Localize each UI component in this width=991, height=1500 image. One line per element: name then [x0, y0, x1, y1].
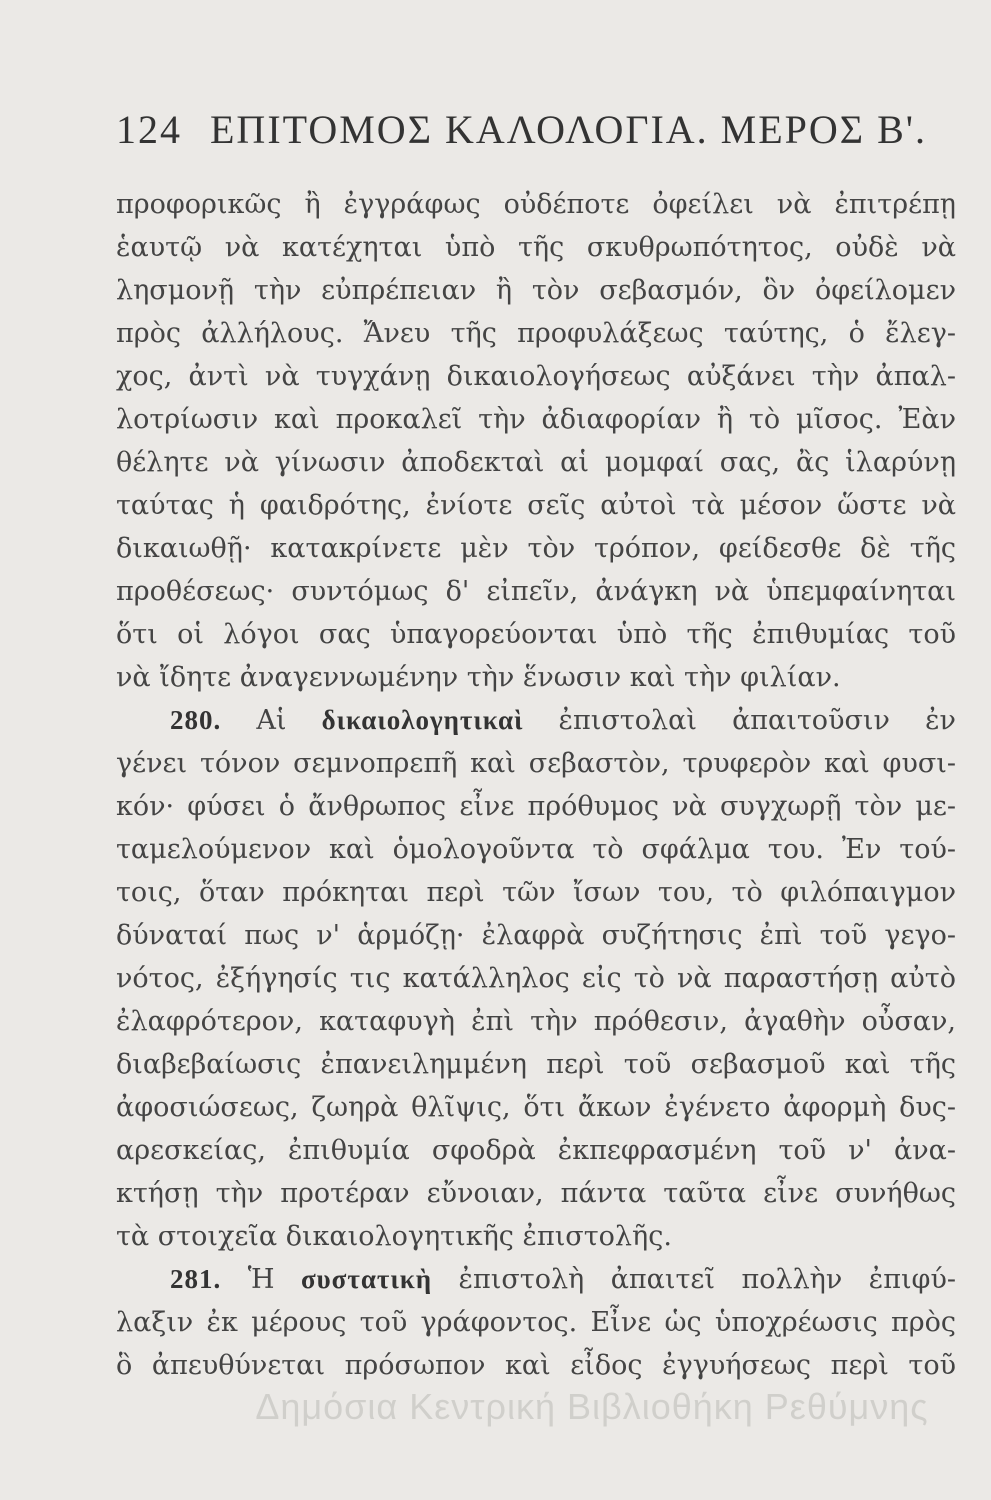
- library-watermark: Δημόσια Κεντρική Βιβλιοθήκη Ρεθύμνης: [255, 1386, 929, 1427]
- section-lead: Αἱ: [256, 705, 287, 736]
- section-number: 280.: [170, 705, 222, 735]
- page-number: 124: [116, 107, 182, 152]
- section-281-heading-line: [116, 1258, 956, 1301]
- text-line: γένει τόνον σεμνοπρεπῆ καὶ σεβαστὸν, τρυφερὸν καὶ φυσι-: [116, 748, 956, 779]
- text-line: πρὸς ἀλλήλους. Ἄνευ τῆς προφυλάξεως ταύτης, ὁ ἔλεγ-: [116, 318, 956, 349]
- section-text: ἐπιστολαὶ ἀπαιτοῦσιν ἐν: [558, 705, 956, 736]
- text-line: κτήσῃ τὴν προτέραν εὔνοιαν, πάντα ταῦτα εἶνε συνήθως: [116, 1178, 956, 1209]
- text-line: διαβεβαίωσις ἐπανειλημμένη περὶ τοῦ σεβασμοῦ καὶ τῆς: [116, 1049, 956, 1080]
- text-line: ταύτας ἡ φαιδρότης, ἐνίοτε σεῖς αὐτοὶ τὰ μέσον ὥστε νὰ: [116, 490, 956, 521]
- text-line: δικαιωθῇ· κατακρίνετε μὲν τὸν τρόπον, φείδεσθε δὲ τῆς: [116, 533, 956, 564]
- text-line: δύναταί πως ν' ἁρμόζῃ· ἐλαφρὰ συζήτησις ἐπὶ τοῦ γεγο-: [116, 920, 956, 951]
- section-lead: Ἡ: [247, 1264, 275, 1295]
- section-number: 281.: [170, 1264, 222, 1294]
- body-text: [116, 183, 956, 1387]
- section-280-heading-line: [116, 699, 956, 742]
- text-line: νὰ ἴδητε ἀναγεννωμένην τὴν ἕνωσιν καὶ τὴν φιλίαν.: [116, 662, 841, 693]
- text-line: ὅτι οἱ λόγοι σας ὑπαγορεύονται ὑπὸ τῆς ἐπιθυμίας τοῦ: [116, 619, 956, 650]
- text-line: νότος, ἐξήγησίς τις κατάλληλος εἰς τὸ νὰ παραστήσῃ αὐτὸ: [116, 963, 956, 994]
- text-line: προθέσεως· συντόμως δ' εἰπεῖν, ἀνάγκη νὰ ὑπεμφαίνηται: [116, 576, 956, 607]
- text-line: τοις, ὅταν πρόκηται περὶ τῶν ἴσων του, τὸ φιλόπαιγμον: [116, 877, 956, 908]
- text-line: αρεσκείας, ἐπιθυμία σφοδρὰ ἐκπεφρασμένη τοῦ ν' ἀνα-: [116, 1135, 956, 1166]
- text-line: ἐλαφρότερον, καταφυγὴ ἐπὶ τὴν πρόθεσιν, ἀγαθὴν οὖσαν,: [116, 1006, 956, 1037]
- text-line: θέλητε νὰ γίνωσιν ἀποδεκταὶ αἱ μομφαί σας, ἂς ἱλαρύνῃ: [116, 447, 956, 478]
- text-line: λαξιν ἐκ μέρους τοῦ γράφοντος. Εἶνε ὡς ὑποχρέωσις πρὸς: [116, 1307, 956, 1338]
- text-line: ταμελούμενον καὶ ὁμολογοῦντα τὸ σφάλμα του. Ἐν τού-: [116, 834, 956, 865]
- running-title: ΕΠΙΤΟΜΟΣ ΚΑΛΟΛΟΓΙΑ. ΜΕΡΟΣ Β'.: [210, 107, 927, 152]
- section-text: ἐπιστολὴ ἀπαιτεῖ πολλὴν ἐπιφύ-: [458, 1264, 956, 1295]
- text-line: ἑαυτῷ νὰ κατέχηται ὑπὸ τῆς σκυθρωπότητος, οὐδὲ νὰ: [116, 232, 956, 263]
- text-line: ἀφοσιώσεως, ζωηρὰ θλῖψις, ὅτι ἄκων ἐγένετο ἀφορμὴ δυς-: [116, 1092, 956, 1123]
- text-line: χος, ἀντὶ νὰ τυγχάνῃ δικαιολογήσεως αὐξάνει τὴν ἀπαλ-: [116, 361, 956, 392]
- section-keyword: δικαιολογητικαὶ: [321, 705, 524, 735]
- running-header: [116, 106, 927, 153]
- text-line: λοτρίωσιν καὶ προκαλεῖ τὴν ἀδιαφορίαν ἢ τὸ μῖσος. Ἐὰν: [116, 404, 956, 435]
- text-line: προφορικῶς ἢ ἐγγράφως οὐδέποτε ὀφείλει νὰ ἐπιτρέπῃ: [116, 189, 956, 220]
- text-line: λησμονῇ τὴν εὐπρέπειαν ἢ τὸν σεβασμόν, ὃν ὀφείλομεν: [116, 275, 956, 306]
- text-line: ὃ ἀπευθύνεται πρόσωπον καὶ εἶδος ἐγγυήσεως περὶ τοῦ: [116, 1350, 956, 1381]
- section-keyword: συστατικὴ: [300, 1264, 433, 1294]
- text-line: κόν· φύσει ὁ ἄνθρωπος εἶνε πρόθυμος νὰ συγχωρῇ τὸν με-: [116, 791, 956, 822]
- text-line: τὰ στοιχεῖα δικαιολογητικῆς ἐπιστολῆς.: [116, 1221, 672, 1252]
